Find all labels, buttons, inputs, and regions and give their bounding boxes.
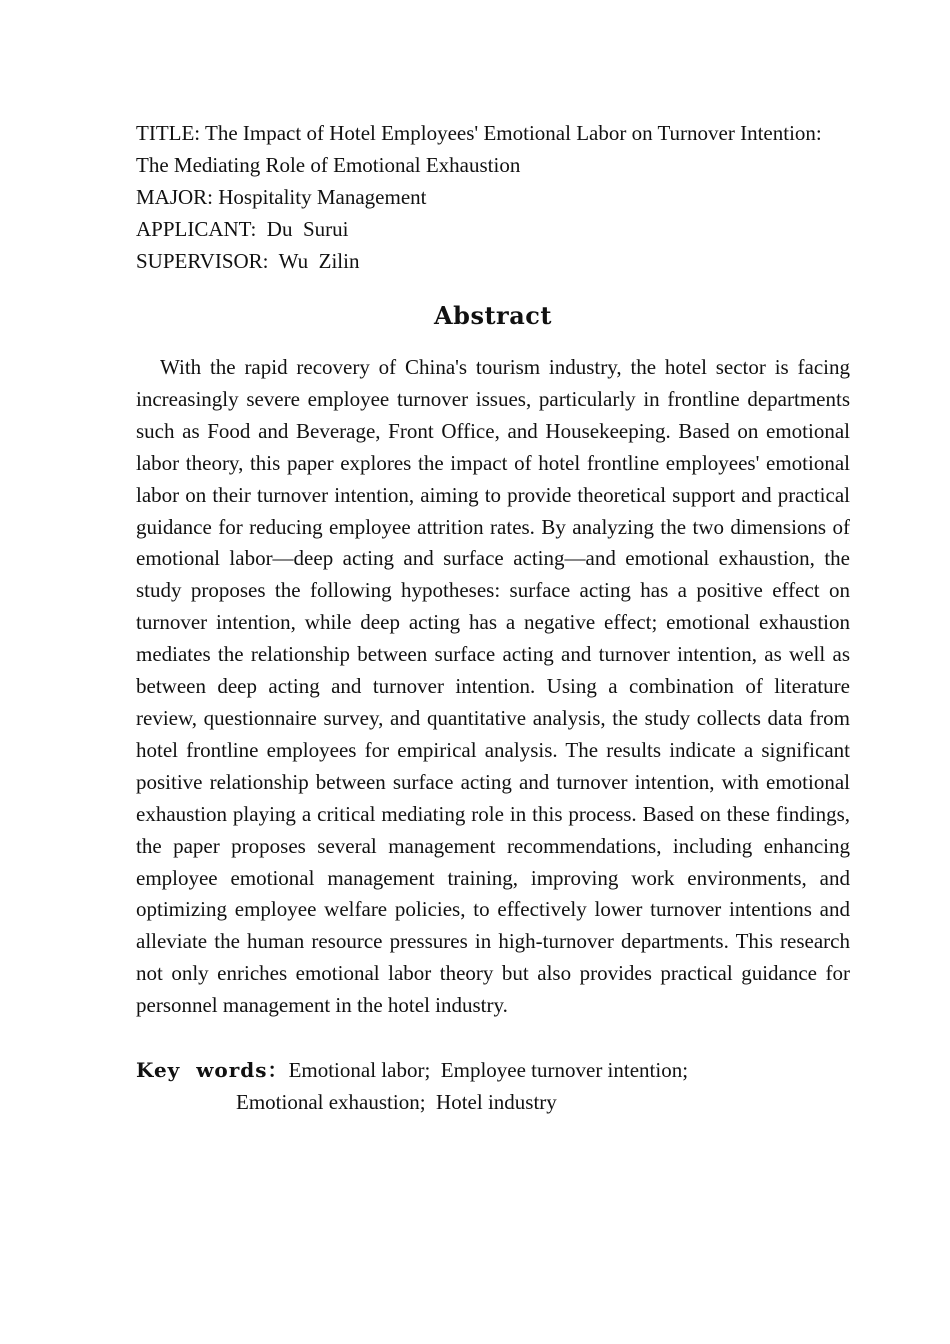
keywords-text-1: Emotional labor; Employee turnover intention; [288, 1058, 689, 1083]
keywords-label: Key words： [136, 1058, 289, 1083]
keywords-text-2: Emotional exhaustion; Hotel industry [236, 1090, 557, 1115]
thesis-title-line-2: The Mediating Role of Emotional Exhaustion [136, 153, 521, 177]
major-line: MAJOR: Hospitality Management [136, 185, 427, 209]
supervisor-line: SUPERVISOR: Wu Zilin [136, 249, 360, 273]
abstract-body: With the rapid recovery of China's tourism industry, the hotel sector is facing increasingly severe employee turnover issues, particularly in frontline departments such as Food and Beverage, Front Office, and Housekeeping. Based on emotional labor theory, this paper explores the impact of hotel frontline employees' emotional labor on their turnover intention, aiming to provide theoretical support and practical guidance for reducing employee attrition rates. By analyzing the two dimensions of emotional labor—deep acting and surface acting—and emotional exhaustion, the study proposes the following hypotheses: surface acting has a positive effect on turnover intention, while deep acting has a negative effect; emotional exhaustion mediates the relationship between surface acting and turnover intention, as well as between deep acting and turnover intention. Using a combination of literature review, questionnaire survey, and quantitative analysis, the study collects data from hotel frontline employees for empirical analysis. The results indicate a significant positive relationship between surface acting and turnover intention, with emotional exhaustion playing a critical mediating role in this process. Based on these findings, the paper proposes several management recommendations, including enhancing employee emotional management training, improving work environments, and optimizing employee welfare policies, to effectively lower turnover intentions and alleviate the human resource pressures in high-turnover departments. This research not only enriches emotional labor theory but also provides practical guidance for personnel management in the hotel industry. [136, 355, 850, 1018]
document-page [136, 117, 850, 1118]
applicant-line: APPLICANT: Du Surui [136, 217, 349, 241]
thesis-title-line-1: TITLE: The Impact of Hotel Employees' Emotional Labor on Turnover Intention: [136, 121, 822, 145]
keywords-block [136, 1054, 850, 1118]
abstract-heading: Abstract [434, 301, 552, 330]
keywords-line-1 [136, 1054, 850, 1086]
keywords-line-2 [136, 1086, 850, 1118]
header-block [136, 117, 850, 277]
